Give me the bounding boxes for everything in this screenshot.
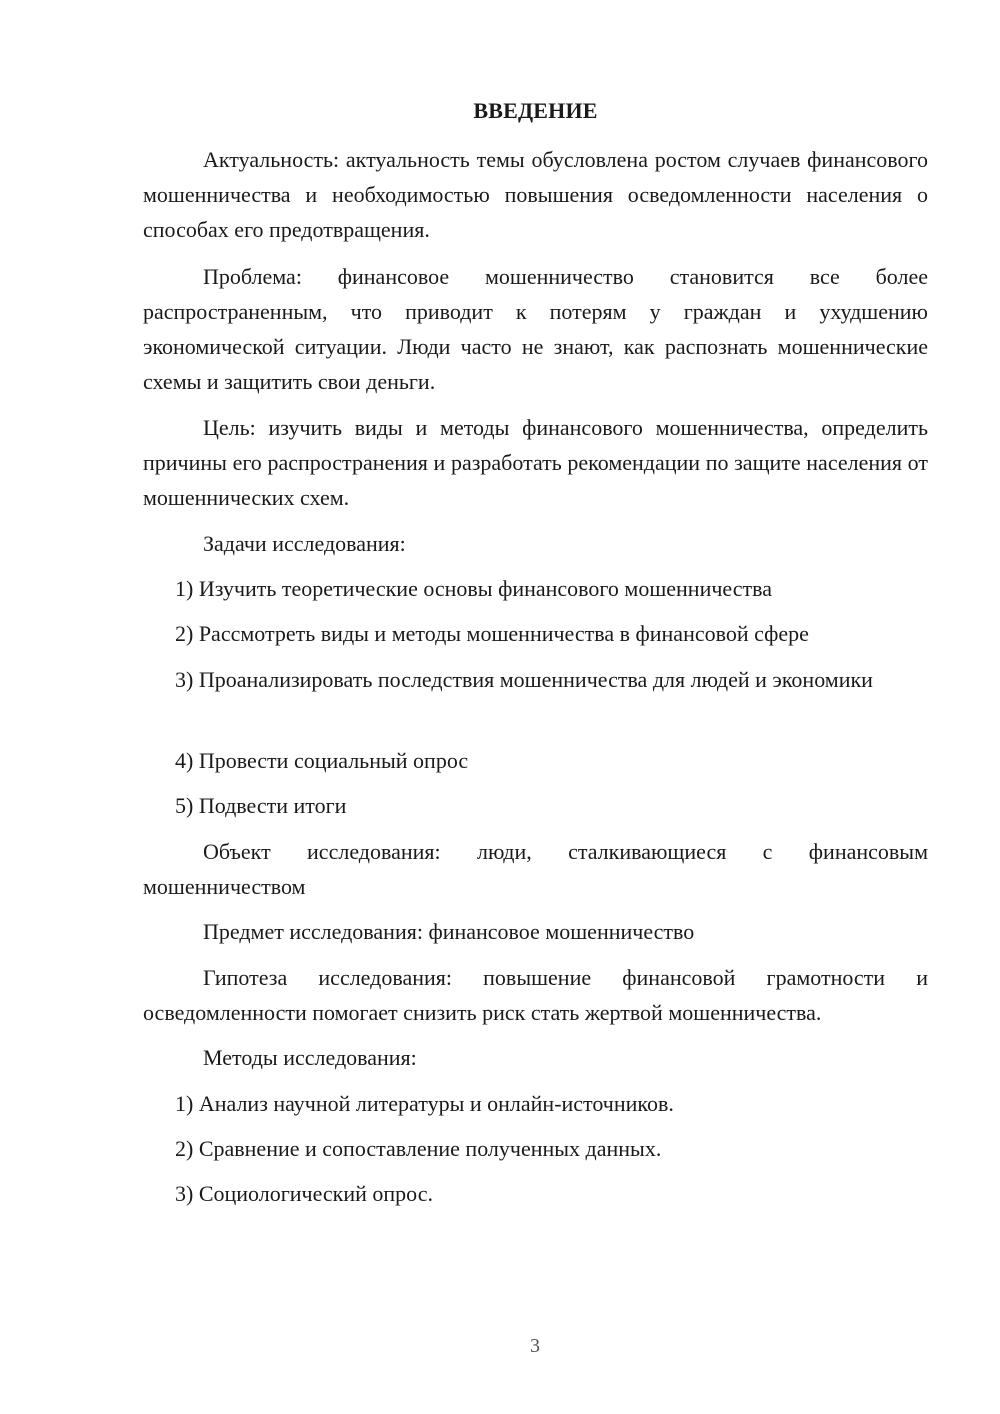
method-item-3: 3) Социологический опрос. [175, 1181, 433, 1206]
hypothesis-paragraph: Гипотеза исследования: повышение финансовой грамотности и осведомленности помогает снизить риск стать жертвой мошенничества. [143, 965, 928, 1025]
methods-heading: Методы исследования: [203, 1045, 417, 1070]
task-item-3: 3) Проанализировать последствия мошенничества для людей и экономики [175, 667, 873, 692]
task-item-2: 2) Рассмотреть виды и методы мошенничества в финансовой сфере [175, 621, 809, 646]
method-item-1: 1) Анализ научной литературы и онлайн-источников. [175, 1091, 674, 1116]
goal-paragraph: Цель: изучить виды и методы финансового мошенничества, определить причины его распространения и разработать рекомендации по защите населения от мошеннических схем. [143, 415, 928, 510]
subject-paragraph: Предмет исследования: финансовое мошенничество [203, 919, 695, 944]
task-item-1: 1) Изучить теоретические основы финансового мошенничества [175, 576, 772, 601]
task-item-5: 5) Подвести итоги [175, 793, 347, 818]
relevance-paragraph: Актуальность: актуальность темы обусловлена ростом случаев финансового мошенничества и необходимостью повышения осведомленности населения о способах его предотвращения. [143, 147, 928, 242]
page-number: 3 [530, 1335, 540, 1357]
method-item-2: 2) Сравнение и сопоставление полученных данных. [175, 1136, 662, 1161]
tasks-heading: Задачи исследования: [203, 531, 406, 556]
object-paragraph: Объект исследования: люди, сталкивающиеся с финансовым мошенничеством [143, 839, 928, 899]
page-title: ВВЕДЕНИЕ [473, 98, 598, 123]
task-item-4: 4) Провести социальный опрос [175, 748, 469, 773]
problem-paragraph: Проблема: финансовое мошенничество становится все более распространенным, что приводит к потерям у граждан и ухудшению экономической ситуации. Люди часто не знают, как распознать мошеннические схемы и защитить свои деньги. [143, 264, 928, 394]
